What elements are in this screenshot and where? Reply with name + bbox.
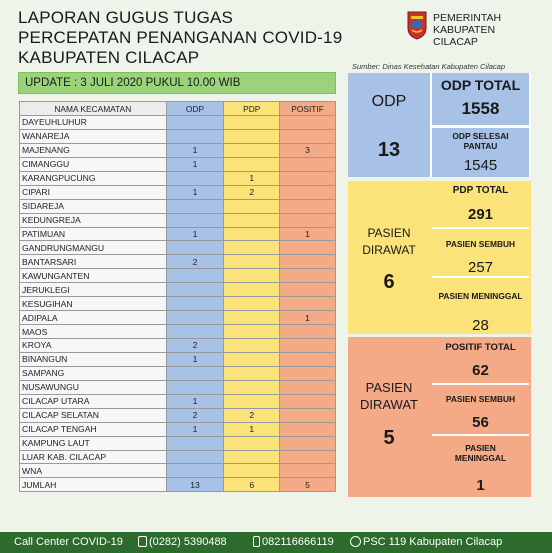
odp-total-label: ODP TOTAL xyxy=(440,77,521,93)
table-row xyxy=(20,339,336,353)
cell-odp xyxy=(166,199,224,213)
cell-positif xyxy=(280,129,336,143)
cell-kecamatan: MAOS xyxy=(20,325,167,339)
cell-odp: 1 xyxy=(166,157,224,171)
positif-sembuh-label: PASIEN SEMBUH xyxy=(445,394,516,404)
cell-kecamatan: CIPARI xyxy=(20,185,167,199)
cell-pdp xyxy=(224,116,280,130)
cell-pdp xyxy=(224,199,280,213)
cell-positif xyxy=(280,408,336,422)
pdp-sembuh-label: PASIEN SEMBUH xyxy=(445,239,516,249)
table-row xyxy=(20,311,336,325)
cell-pdp xyxy=(224,143,280,157)
cell-odp: 1 xyxy=(166,227,224,241)
cell-pdp xyxy=(224,311,280,325)
cell-pdp xyxy=(224,213,280,227)
cell-pdp: 2 xyxy=(224,408,280,422)
cell-odp xyxy=(166,171,224,185)
cell-positif xyxy=(280,213,336,227)
data-source: Sumber: Dinas Kesehatan Kabupaten Cilacap xyxy=(352,62,506,71)
cell-odp xyxy=(166,129,224,143)
table-row xyxy=(20,143,336,157)
update-banner: UPDATE : 3 JULI 2020 PUKUL 10.00 WIB xyxy=(18,72,336,94)
pdp-meninggal-value: 28 xyxy=(472,317,489,334)
cell-odp xyxy=(166,269,224,283)
column-header-pdp: PDP xyxy=(224,102,280,116)
odp-label: ODP xyxy=(371,93,407,110)
table-row xyxy=(20,116,336,130)
positif-count: 5 xyxy=(383,427,395,449)
cell-odp xyxy=(166,297,224,311)
cell-odp: 1 xyxy=(166,422,224,436)
mobile-contact[interactable]: 082116666119 xyxy=(253,532,334,553)
table-row xyxy=(20,213,336,227)
cell-kecamatan: CILACAP SELATAN xyxy=(20,408,167,422)
cell-kecamatan: CIMANGGU xyxy=(20,157,167,171)
table-row xyxy=(20,408,336,422)
table-body xyxy=(20,116,336,492)
cell-pdp xyxy=(224,241,280,255)
table-row xyxy=(20,241,336,255)
odp-selesai-label-2: PANTAU xyxy=(463,141,498,151)
cell-odp xyxy=(166,450,224,464)
cell-kecamatan: CILACAP TENGAH xyxy=(20,422,167,436)
cell-odp xyxy=(166,241,224,255)
cell-pdp: 2 xyxy=(224,185,280,199)
cell-pdp xyxy=(224,255,280,269)
cell-odp: 2 xyxy=(166,255,224,269)
cell-odp xyxy=(166,464,224,478)
positif-summary xyxy=(348,337,430,497)
pdp-meninggal-label: PASIEN MENINGGAL xyxy=(438,291,523,301)
total-odp: 13 xyxy=(166,478,224,492)
total-positif: 5 xyxy=(280,478,336,492)
cell-kecamatan: KESUGIHAN xyxy=(20,297,167,311)
cell-positif xyxy=(280,464,336,478)
kecamatan-table xyxy=(19,101,336,492)
psc-contact[interactable]: PSC 119 Kabupaten Cilacap xyxy=(350,532,502,553)
odp-selesai-value: 1545 xyxy=(463,157,498,174)
cell-kecamatan: LUAR KAB. CILACAP xyxy=(20,450,167,464)
cell-pdp xyxy=(224,394,280,408)
positif-total-value: 62 xyxy=(472,362,489,379)
table-row xyxy=(20,269,336,283)
cell-positif xyxy=(280,255,336,269)
cell-pdp xyxy=(224,380,280,394)
cell-positif: 3 xyxy=(280,143,336,157)
cell-positif xyxy=(280,297,336,311)
cell-positif xyxy=(280,450,336,464)
total-kecamatan: JUMLAH xyxy=(20,478,167,492)
cell-positif xyxy=(280,394,336,408)
cell-pdp xyxy=(224,352,280,366)
cell-kecamatan: ADIPALA xyxy=(20,311,167,325)
whatsapp-icon xyxy=(350,536,361,547)
table-total-row xyxy=(20,478,336,492)
cell-kecamatan: SAMPANG xyxy=(20,366,167,380)
cell-kecamatan: KARANGPUCUNG xyxy=(20,171,167,185)
positif-meninggal-label-1: PASIEN xyxy=(465,443,496,453)
total-pdp: 6 xyxy=(224,478,280,492)
cell-kecamatan: JERUKLEGI xyxy=(20,283,167,297)
table-row xyxy=(20,464,336,478)
pdp-label: PASIEN DIRAWAT xyxy=(362,226,416,257)
cell-odp: 1 xyxy=(166,394,224,408)
cell-odp xyxy=(166,311,224,325)
phone-contact[interactable]: (0282) 5390488 xyxy=(138,532,227,553)
cell-pdp xyxy=(224,464,280,478)
government-logo-block xyxy=(406,10,546,52)
table-row xyxy=(20,185,336,199)
cell-pdp xyxy=(224,436,280,450)
pdp-sembuh-value: 257 xyxy=(467,259,494,276)
cell-positif xyxy=(280,116,336,130)
cell-pdp xyxy=(224,450,280,464)
pdp-detail xyxy=(430,181,531,334)
cell-odp xyxy=(166,213,224,227)
cell-positif xyxy=(280,283,336,297)
cell-positif xyxy=(280,366,336,380)
cell-positif xyxy=(280,436,336,450)
table-row xyxy=(20,129,336,143)
cell-positif xyxy=(280,352,336,366)
title-line-2: PERCEPATAN PENANGANAN COVID-19 xyxy=(18,28,343,47)
cell-odp xyxy=(166,283,224,297)
table-row xyxy=(20,171,336,185)
cell-odp: 2 xyxy=(166,339,224,353)
cell-kecamatan: CILACAP UTARA xyxy=(20,394,167,408)
cell-positif xyxy=(280,380,336,394)
table-row xyxy=(20,436,336,450)
cell-positif xyxy=(280,185,336,199)
positif-detail xyxy=(430,337,531,497)
odp-detail xyxy=(430,73,531,177)
cell-positif xyxy=(280,241,336,255)
table-row xyxy=(20,450,336,464)
column-header-odp: ODP xyxy=(166,102,224,116)
cell-kecamatan: WANAREJA xyxy=(20,129,167,143)
pdp-count: 6 xyxy=(383,271,395,293)
cell-kecamatan: KAMPUNG LAUT xyxy=(20,436,167,450)
odp-count: 13 xyxy=(377,139,401,161)
cell-positif xyxy=(280,325,336,339)
table-row xyxy=(20,199,336,213)
cell-positif xyxy=(280,171,336,185)
cell-positif xyxy=(280,157,336,171)
table-row xyxy=(20,366,336,380)
cell-odp: 1 xyxy=(166,352,224,366)
cell-pdp xyxy=(224,269,280,283)
cell-kecamatan: KAWUNGANTEN xyxy=(20,269,167,283)
cell-odp: 1 xyxy=(166,185,224,199)
cell-kecamatan: BANTARSARI xyxy=(20,255,167,269)
positif-total-label: POSITIF TOTAL xyxy=(445,342,516,353)
crest-icon xyxy=(406,10,428,40)
cell-pdp: 1 xyxy=(224,422,280,436)
title-line-1: LAPORAN GUGUS TUGAS xyxy=(18,8,234,27)
cell-pdp xyxy=(224,366,280,380)
page-title xyxy=(18,8,348,68)
cell-positif xyxy=(280,339,336,353)
odp-total-value: 1558 xyxy=(461,99,500,118)
cell-odp xyxy=(166,325,224,339)
cell-odp xyxy=(166,436,224,450)
positif-meninggal-label-2: MENINGGAL xyxy=(454,453,507,463)
pdp-total-value: 291 xyxy=(467,206,494,223)
odp-summary xyxy=(348,73,430,177)
cell-positif xyxy=(280,269,336,283)
cell-kecamatan: BINANGUN xyxy=(20,352,167,366)
cell-positif: 1 xyxy=(280,311,336,325)
positif-meninggal-value: 1 xyxy=(476,477,485,494)
cell-positif xyxy=(280,199,336,213)
cell-odp xyxy=(166,116,224,130)
table-row xyxy=(20,394,336,408)
table-row xyxy=(20,380,336,394)
cell-odp: 1 xyxy=(166,143,224,157)
cell-pdp xyxy=(224,297,280,311)
column-header-positif: POSITIF xyxy=(280,102,336,116)
phone-icon xyxy=(138,536,147,547)
table-row xyxy=(20,283,336,297)
pdp-total-label: PDP TOTAL xyxy=(452,185,509,196)
cell-kecamatan: WNA xyxy=(20,464,167,478)
table-row xyxy=(20,255,336,269)
cell-kecamatan: NUSAWUNGU xyxy=(20,380,167,394)
cell-pdp xyxy=(224,227,280,241)
table-row xyxy=(20,227,336,241)
cell-positif xyxy=(280,422,336,436)
cell-pdp xyxy=(224,129,280,143)
table-row xyxy=(20,352,336,366)
cell-pdp xyxy=(224,157,280,171)
cell-kecamatan: DAYEUHLUHUR xyxy=(20,116,167,130)
cell-pdp xyxy=(224,283,280,297)
positif-sembuh-value: 56 xyxy=(472,414,489,431)
cell-kecamatan: GANDRUNGMANGU xyxy=(20,241,167,255)
table-header-row xyxy=(20,102,336,116)
cell-kecamatan: SIDAREJA xyxy=(20,199,167,213)
cell-kecamatan: KROYA xyxy=(20,339,167,353)
pdp-summary xyxy=(348,181,430,334)
cell-kecamatan: PATIMUAN xyxy=(20,227,167,241)
call-center-label: Call Center COVID-19 xyxy=(14,536,123,548)
table-row xyxy=(20,297,336,311)
cell-odp: 2 xyxy=(166,408,224,422)
cell-odp xyxy=(166,380,224,394)
column-header-kecamatan: NAMA KECAMATAN xyxy=(20,102,167,116)
footer-contact-bar xyxy=(0,532,552,553)
table-row xyxy=(20,422,336,436)
government-name: PEMERINTAH KABUPATEN CILACAP xyxy=(433,12,502,48)
odp-selesai-label-1: ODP SELESAI xyxy=(452,131,509,141)
cell-kecamatan: KEDUNGREJA xyxy=(20,213,167,227)
mobile-phone-icon xyxy=(253,536,260,547)
cell-pdp: 1 xyxy=(224,171,280,185)
cell-kecamatan: MAJENANG xyxy=(20,143,167,157)
title-line-3: KABUPATEN CILACAP xyxy=(18,48,200,67)
table-row xyxy=(20,325,336,339)
positif-label: PASIEN DIRAWAT xyxy=(359,380,418,412)
table-row xyxy=(20,157,336,171)
cell-positif: 1 xyxy=(280,227,336,241)
cell-pdp xyxy=(224,325,280,339)
cell-pdp xyxy=(224,339,280,353)
cell-odp xyxy=(166,366,224,380)
